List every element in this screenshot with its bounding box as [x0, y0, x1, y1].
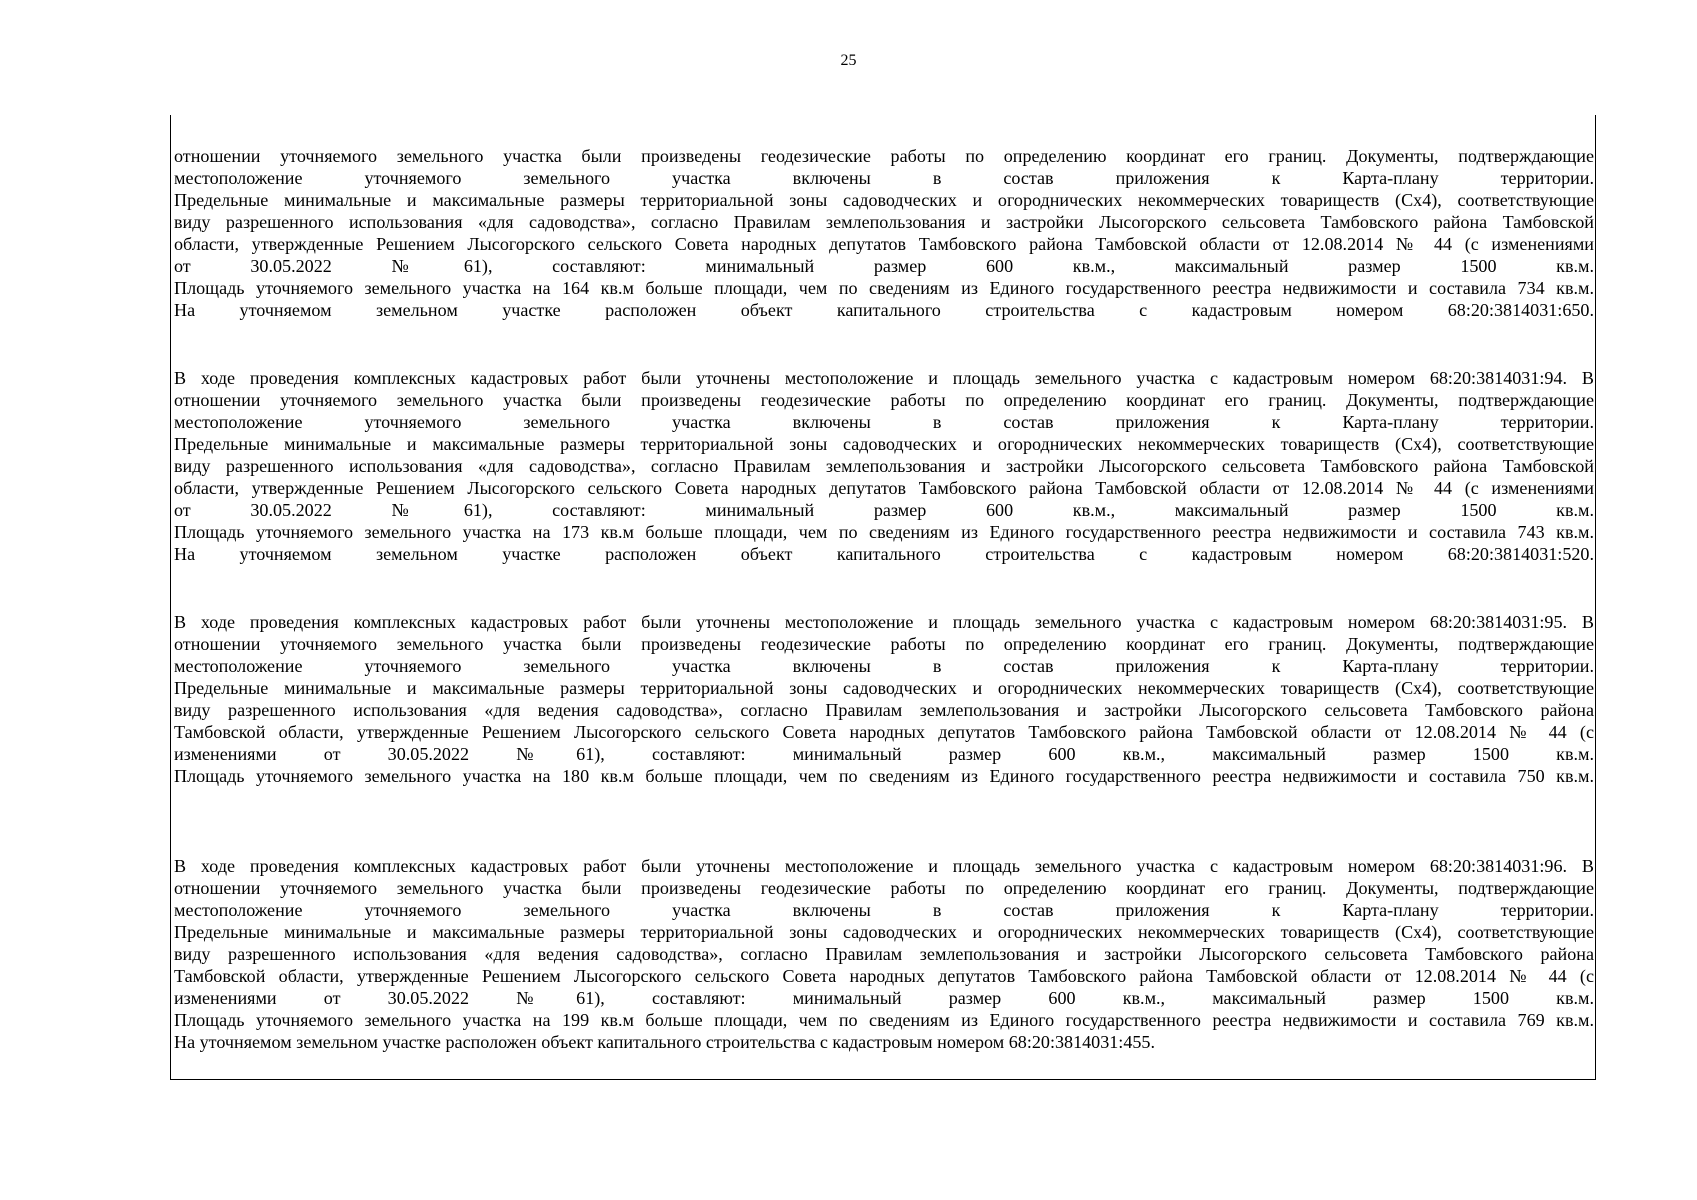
paragraph-block-3 — [174, 611, 1594, 787]
document-frame — [170, 115, 1596, 1080]
text-line: от 30.05.2022 №61), составляют: минимальный размер 600 кв.м., максимальный размер 1500 кв.м. — [174, 256, 1594, 276]
text-line: отношении уточняемого земельного участка были произведены геодезические работы по определению координат его границ. Документы, подтверждающие — [174, 634, 1594, 654]
text-line: Площадь уточняемого земельного участка на 164 кв.м больше площади, чем по сведениям из Единого государственного реестра недвижимости и составила 734 кв.м. — [174, 278, 1594, 298]
text-line: от 30.05.2022 №61), составляют: минимальный размер 600 кв.м., максимальный размер 1500 кв.м. — [174, 500, 1594, 520]
text-line: местоположение уточняемого земельного участка включены в состав приложения к Карта-плану территории. — [174, 656, 1594, 676]
text-line: местоположение уточняемого земельного участка включены в состав приложения к Карта-плану территории. — [174, 168, 1594, 188]
text-line: области, утвержденные Решением Лысогорского сельского Совета народных депутатов Тамбовского района Тамбовской области от 12.08.2014 № 44 (с изменениями — [174, 234, 1594, 254]
text-line: Площадь уточняемого земельного участка на 180 кв.м больше площади, чем по сведениям из Единого государственного реестра недвижимости и составила 750 кв.м. — [174, 766, 1594, 786]
text-line: изменениями от 30.05.2022 №61), составляют: минимальный размер 600 кв.м., максимальный размер 1500 кв.м. — [174, 744, 1594, 764]
text-line: Предельные минимальные и максимальные размеры территориальной зоны садоводческих и огороднических некоммерческих товариществ (Сх4), соответствующие — [174, 678, 1594, 698]
text-line: Площадь уточняемого земельного участка на 199 кв.м больше площади, чем по сведениям из Единого государственного реестра недвижимости и составила 769 кв.м. — [174, 1010, 1594, 1030]
paragraph-block-4 — [174, 855, 1594, 1053]
text-line: Предельные минимальные и максимальные размеры территориальной зоны садоводческих и огороднических некоммерческих товариществ (Сх4), соответствующие — [174, 190, 1594, 210]
paragraph-block-1 — [174, 145, 1594, 321]
text-line: отношении уточняемого земельного участка были произведены геодезические работы по определению координат его границ. Документы, подтверждающие — [174, 878, 1594, 898]
text-line: виду разрешенного использования «для садоводства», согласно Правилам землепользования и застройки Лысогорского сельсовета Тамбовского района Тамбовской — [174, 212, 1594, 232]
text-line: Тамбовской области, утвержденные Решением Лысогорского сельского Совета народных депутатов Тамбовского района Тамбовской области от 12.08.2014 № 44 (с — [174, 722, 1594, 742]
text-line: отношении уточняемого земельного участка были произведены геодезические работы по определению координат его границ. Документы, подтверждающие — [174, 146, 1594, 166]
text-line: Предельные минимальные и максимальные размеры территориальной зоны садоводческих и огороднических некоммерческих товариществ (Сх4), соответствующие — [174, 434, 1594, 454]
text-line: отношении уточняемого земельного участка были произведены геодезические работы по определению координат его границ. Документы, подтверждающие — [174, 390, 1594, 410]
text-line: В ходе проведения комплексных кадастровых работ были уточнены местоположение и площадь земельного участка с кадастровым номером 68:20:3814031:94. В — [174, 368, 1594, 388]
text-line: местоположение уточняемого земельного участка включены в состав приложения к Карта-плану территории. — [174, 900, 1594, 920]
text-line: Площадь уточняемого земельного участка на 173 кв.м больше площади, чем по сведениям из Единого государственного реестра недвижимости и составила 743 кв.м. — [174, 522, 1594, 542]
text-line: местоположение уточняемого земельного участка включены в состав приложения к Карта-плану территории. — [174, 412, 1594, 432]
text-line: виду разрешенного использования «для садоводства», согласно Правилам землепользования и застройки Лысогорского сельсовета Тамбовского района Тамбовской — [174, 456, 1594, 476]
text-line: области, утвержденные Решением Лысогорского сельского Совета народных депутатов Тамбовского района Тамбовской области от 12.08.2014 № 44 (с изменениями — [174, 478, 1594, 498]
text-line: виду разрешенного использования «для ведения садоводства», согласно Правилам землепользования и застройки Лысогорского сельсовета Тамбовского района — [174, 700, 1594, 720]
text-line: В ходе проведения комплексных кадастровых работ были уточнены местоположение и площадь земельного участка с кадастровым номером 68:20:3814031:95. В — [174, 612, 1594, 632]
text-line: На уточняемом земельном участке расположен объект капитального строительства с кадастровым номером 68:20:3814031:520. — [174, 544, 1594, 564]
paragraph-block-2 — [174, 367, 1594, 565]
text-line: На уточняемом земельном участке расположен объект капитального строительства с кадастровым номером 68:20:3814031:650. — [174, 300, 1594, 320]
text-line: На уточняемом земельном участке расположен объект капитального строительства с кадастровым номером 68:20:3814031:455. — [174, 1032, 1155, 1052]
text-line: виду разрешенного использования «для ведения садоводства», согласно Правилам землепользования и застройки Лысогорского сельсовета Тамбовского района — [174, 944, 1594, 964]
page-number: 25 — [840, 52, 857, 69]
text-line: Предельные минимальные и максимальные размеры территориальной зоны садоводческих и огороднических некоммерческих товариществ (Сх4), соответствующие — [174, 922, 1594, 942]
text-line: изменениями от 30.05.2022 №61), составляют: минимальный размер 600 кв.м., максимальный размер 1500 кв.м. — [174, 988, 1594, 1008]
text-line: Тамбовской области, утвержденные Решением Лысогорского сельского Совета народных депутатов Тамбовского района Тамбовской области от 12.08.2014 № 44 (с — [174, 966, 1594, 986]
text-line: В ходе проведения комплексных кадастровых работ были уточнены местоположение и площадь земельного участка с кадастровым номером 68:20:3814031:96. В — [174, 856, 1594, 876]
